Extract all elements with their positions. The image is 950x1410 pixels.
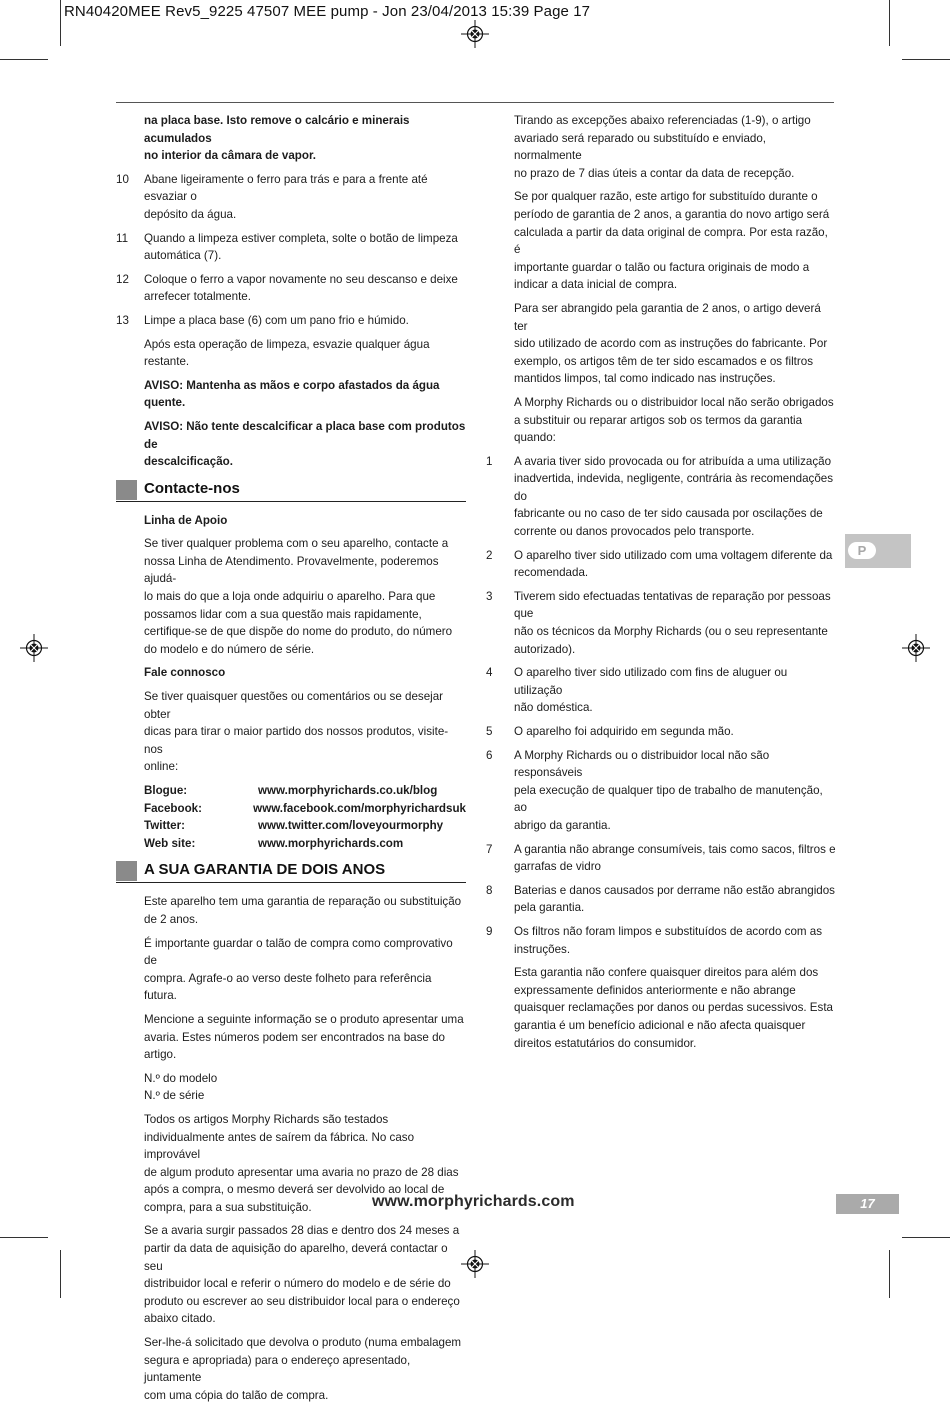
print-slug: RN40420MEE Rev5_9225 47507 MEE pump - Jon 23/04/2013 15:39 Page 17 — [64, 3, 591, 20]
section-heading-guarantee: A SUA GARANTIA DE DOIS ANOS — [116, 860, 466, 883]
footer-website[interactable]: www.morphyrichards.com — [372, 1193, 575, 1210]
step-item: 11 Quando a limpeza estiver completa, solte o botão de limpeza automática (7). — [116, 231, 458, 263]
link-row-blog: Blogue: www.morphyrichards.co.uk/blog — [144, 782, 466, 800]
guarantee-paragraph: A Morphy Richards ou o distribuidor local não serão obrigados a substituir ou reparar artigos sob os termos da garantia quando: — [514, 395, 834, 445]
warning-text: AVISO: Mantenha as mãos e corpo afastados da água quente. — [144, 378, 440, 410]
guarantee-paragraph: Mencione a seguinte informação se o produto apresentar uma avaria. Estes números podem ser encontrados na base do artigo. — [144, 1012, 464, 1062]
registration-mark-icon — [461, 20, 489, 48]
crop-mark — [902, 59, 950, 60]
crop-mark — [889, 0, 890, 46]
language-badge: P — [848, 542, 876, 559]
guarantee-paragraph: Tirando as excepções abaixo referenciadas (1-9), o artigo avariado será reparado ou substituído e enviado, normalmente no prazo de 7 dias úteis a contar da data de recepção. — [514, 114, 811, 180]
step-number: 13 — [116, 313, 129, 327]
section-heading-contact: Contacte-nos — [116, 479, 466, 502]
right-column — [486, 112, 836, 1058]
crop-mark — [889, 1250, 890, 1298]
guarantee-paragraph: Se por qualquer razão, este artigo for substituído durante o período de garantia de 2 anos, a garantia do novo artigo será calculada a partir da data original de compra. Por esta razão, é importante guardar o talão ou factura originais de modo a indicar a data inicial de compra. — [514, 190, 830, 292]
helpline-title: Linha de Apoio — [144, 513, 228, 527]
exception-item: 8 Baterias e danos causados por derrame não estão abrangidos pela garantia. — [486, 883, 835, 915]
step-item: 12 Coloque o ferro a vapor novamente no seu descanso e deixe arrefecer totalmente. — [116, 272, 458, 304]
exception-item: 1 A avaria tiver sido provocada ou for atribuída a uma utilização inadvertida, indevida, negligente, contrária às recomendações do fabricante ou no caso de ter sido causada por oscilações de corrente ou danos provocados pelo transporte. — [486, 454, 834, 539]
website-link[interactable]: www.morphyrichards.com — [258, 836, 404, 850]
left-column — [116, 112, 466, 1410]
language-tab — [845, 534, 911, 568]
registration-mark-icon — [902, 634, 930, 662]
warning-text: AVISO: Não tente descalcificar a placa base com produtos de descalcificação. — [144, 419, 466, 469]
guarantee-paragraph: Se a avaria surgir passados 28 dias e dentro dos 24 meses a partir da data de aquisição do aparelho, deverá contactar o seu distribuidor local e referir o número do modelo e de série do produto ou escrever ao seu distribuidor local para o endereço abaixo citado. — [144, 1224, 460, 1326]
step-number: 12 — [116, 272, 129, 286]
closing-paragraph: Esta garantia não confere quaisquer direitos para além dos expressamente definidos anteriormente e não abrange quaisquer reclamações por danos ou perdas sucessivos. Esta garantia é um benefício adicional e não afecta quaisquer direitos estatutários do consumidor. — [514, 966, 834, 1050]
step-number: 11 — [116, 231, 129, 245]
exception-item: 9 Os filtros não foram limpos e substituídos de acordo com as instruções. — [486, 924, 823, 956]
link-row-facebook: Facebook: www.facebook.com/morphyrichardsuk — [144, 800, 466, 818]
guarantee-paragraph: É importante guardar o talão de compra como comprovativo de compra. Agrafe-o ao verso deste folheto para referência futura. — [144, 936, 453, 1003]
online-links — [144, 782, 466, 852]
registration-mark-icon — [20, 634, 48, 662]
blog-link[interactable]: www.morphyrichards.co.uk/blog — [258, 784, 438, 797]
step-number: 10 — [116, 172, 129, 186]
crop-mark — [0, 59, 48, 60]
top-rule — [116, 102, 834, 103]
talk-text: Se tiver quaisquer questões ou comentários ou se desejar obter dicas para tirar o maior partido dos nossos produtos, visite-nos online: — [144, 690, 449, 774]
exception-item: 7 A garantia não abrange consumíveis, tais como sacos, filtros e garrafas de vidro — [486, 842, 836, 874]
step-item: 13 Limpe a placa base (6) com um pano frio e húmido. — [116, 312, 466, 330]
crop-mark — [60, 0, 61, 46]
page-number: 17 — [836, 1194, 899, 1214]
model-serial-fields: N.º do modelo N.º de série — [144, 1071, 218, 1103]
crop-mark — [0, 1237, 48, 1238]
helpline-text: Se tiver qualquer problema com o seu aparelho, contacte a nossa Linha de Atendimento. Provavelmente, poderemos ajudá- lo mais do que a loja onde adquiriu o aparelho. Para que possamos lidar com a sua questão mais rapidamente, certifique-se de que dispõe do nome do produto, do número do modelo e do número de série. — [144, 537, 453, 656]
guarantee-paragraph: Ser-lhe-á solicitado que devolva o produto (numa embalagem segura e apropriada) para o endereço apresentado, juntamente com uma cópia do talão de compra. — [144, 1336, 462, 1402]
facebook-link[interactable]: www.facebook.com/morphyrichardsuk — [253, 801, 466, 815]
link-row-twitter: Twitter: www.twitter.com/loveyourmorphy — [144, 817, 466, 835]
crop-mark — [60, 1250, 61, 1298]
exception-item: 3 Tiverem sido efectuadas tentativas de reparação por pessoas que não os técnicos da Morphy Richards (ou o seu representante autorizado). — [486, 589, 831, 656]
talk-title: Fale connosco — [144, 666, 226, 680]
twitter-link[interactable]: www.twitter.com/loveyourmorphy — [258, 819, 444, 833]
crop-mark — [902, 1237, 950, 1238]
guarantee-paragraph: Todos os artigos Morphy Richards são testados individualmente antes de saírem da fábrica. No caso improvável de algum produto apresentar uma avaria no prazo de 28 dias após a compra, o mesmo deverá ser devolvido ao local de compra, para a sua substituição. — [144, 1112, 459, 1214]
link-row-website: Web site: www.morphyrichards.com — [144, 835, 466, 853]
heading-marker — [116, 861, 137, 881]
exception-item: 4 O aparelho tiver sido utilizado com fins de aluguer ou utilização não doméstica. — [486, 666, 788, 715]
exception-item: 5 O aparelho foi adquirido em segunda mão. — [486, 725, 734, 738]
guarantee-paragraph: Este aparelho tem uma garantia de reparação ou substituição de 2 anos. — [144, 895, 462, 926]
cleaning-continued: na placa base. Isto remove o calcário e minerais acumulados no interior da câmara de vapor. — [144, 114, 410, 163]
guarantee-paragraph: Para ser abrangido pela garantia de 2 anos, o artigo deverá ter sido utilizado de acordo com as instruções do fabricante. Por exemplo, os artigos têm de ter sido escamados e os filtros mantidos limpos, tal como indicado nas instruções. — [514, 301, 828, 386]
after-clean-text: Após esta operação de limpeza, esvazie qualquer água restante. — [144, 337, 430, 369]
exception-item: 6 A Morphy Richards ou o distribuidor local não são responsáveis pela execução de qualquer tipo de trabalho de manutenção, ao abrigo da garantia. — [486, 748, 823, 832]
step-item: 10 Abane ligeiramente o ferro para trás e para a frente até esvaziar o depósito da água. — [116, 172, 428, 221]
heading-marker — [116, 480, 137, 500]
exception-item: 2 O aparelho tiver sido utilizado com uma voltagem diferente da recomendada. — [486, 548, 833, 580]
